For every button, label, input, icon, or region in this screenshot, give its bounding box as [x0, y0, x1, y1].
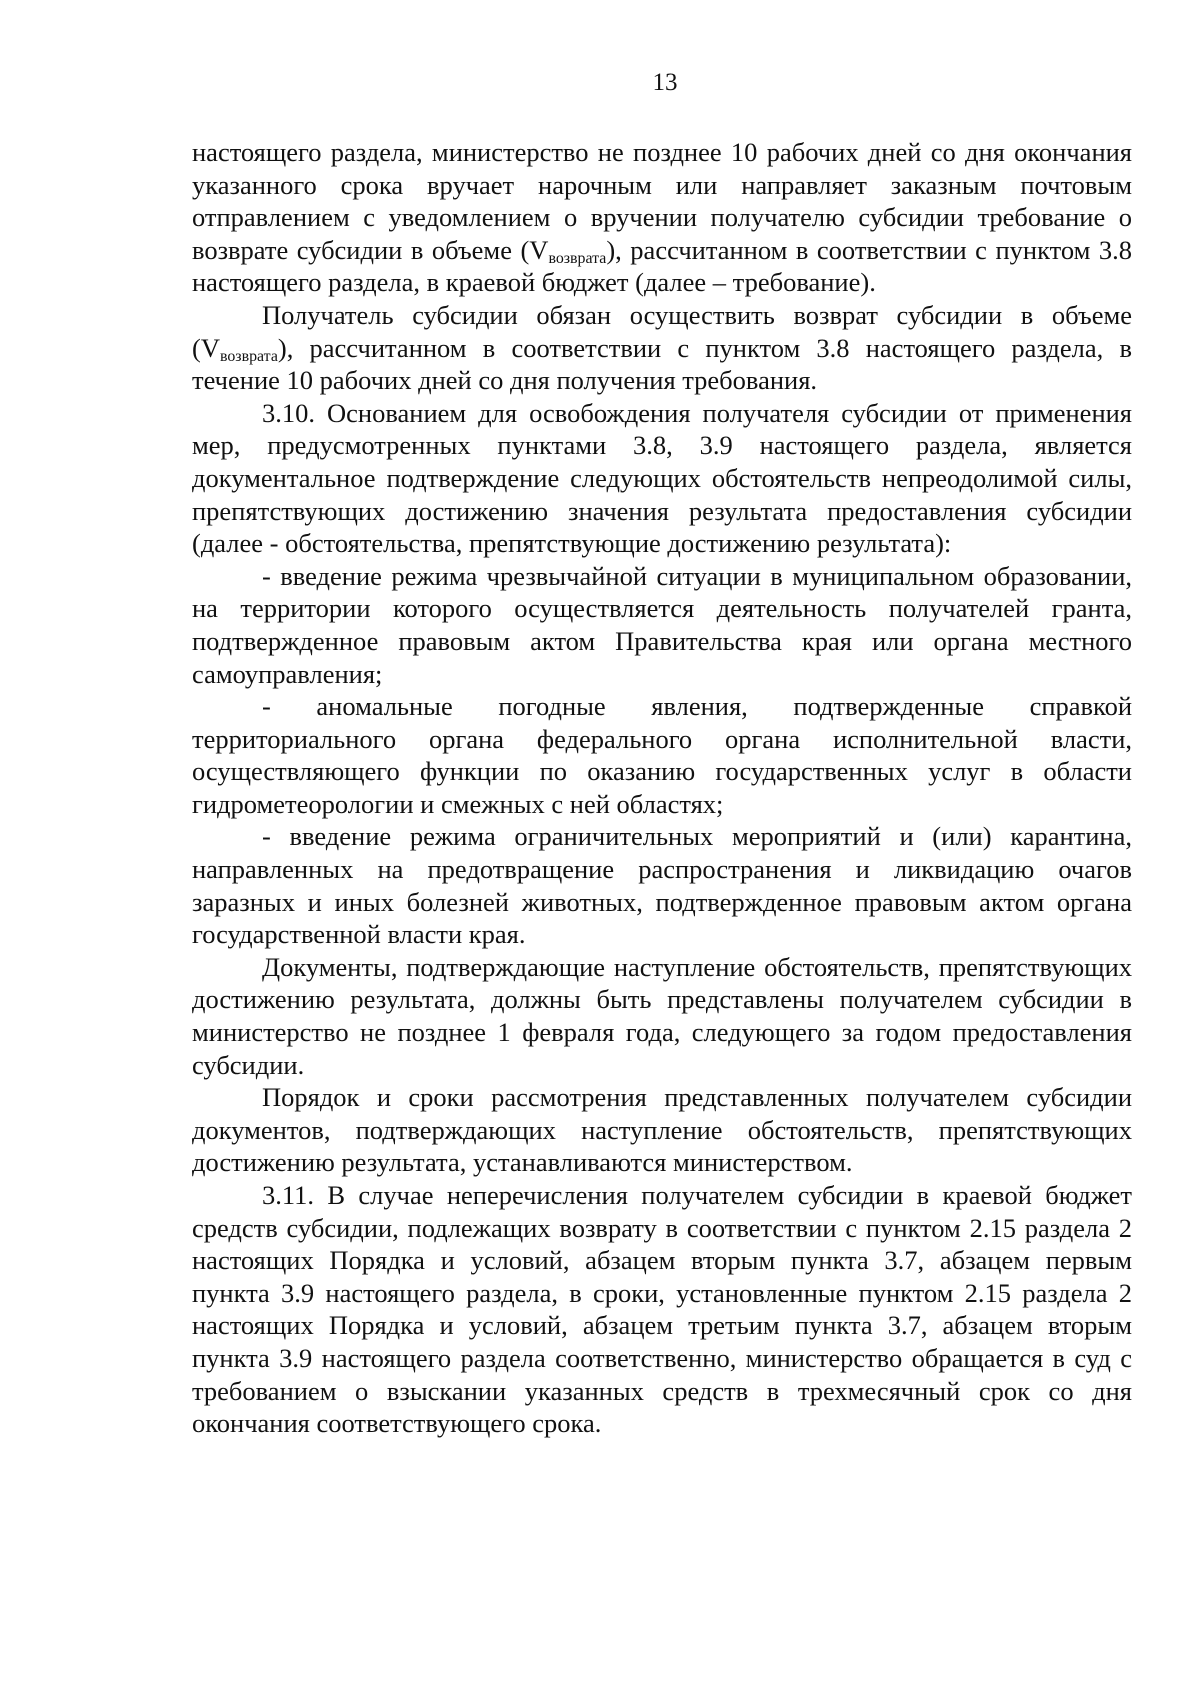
document-body [192, 136, 1132, 1440]
list-item: - аномальные погодные явления, подтвержденные справкой территориального органа федерального органа исполнительной власти, осуществляющего функции по оказанию государственных услуг в области гидрометеорологии и смежных с ней областях; [192, 691, 1132, 819]
paragraph: 3.11. В случае неперечисления получателем субсидии в краевой бюджет средств субсидии, подлежащих возврату в соответствии с пунктом 2.15 раздела 2 настоящих Порядка и условий, абзацем вторым пункта 3.7, абзацем первым пункта 3.9 настоящего раздела, в сроки, установленные пунктом 2.15 раздела 2 настоящих Порядка и условий, абзацем третьим пункта 3.7, абзацем вторым пункта 3.9 настоящего раздела соответственно, министерство обращается в суд с требованием о взыскании указанных средств в трехмесячный срок со дня окончания соответствующего срока. [192, 1180, 1132, 1439]
paragraph-text: ), рассчитанном в соответствии с пунктом 3.8 настоящего раздела, в течение 10 рабочих дней со дня получения требования. [192, 332, 1132, 396]
paragraph-text: Получатель субсидии обязан осуществить возврат субсидии в объеме (V [192, 299, 1132, 363]
paragraph-text: настоящего раздела, министерство не позднее 10 рабочих дней со дня окончания указанного срока вручает нарочным или направляет заказным почтовым отправлением с уведомлением о вручении получателю субсидии требование о возврате субсидии в объеме (V [192, 137, 1132, 265]
subscript-text: возврата [219, 347, 278, 365]
list-item: - введение режима чрезвычайной ситуации в муниципальном образовании, на территории которого осуществляется деятельность получателей гранта, подтвержденное правовым актом Правительства края или органа местного самоуправления; [192, 560, 1132, 689]
paragraph: 3.10. Основанием для освобождения получателя субсидии от применения мер, предусмотренных пунктами 3.8, 3.9 настоящего раздела, является документальное подтверждение следующих обстоятельств непреодолимой силы, препятствующих достижению значения результата предоставления субсидии (далее - обстоятельства, препятствующие достижению результата): [192, 397, 1132, 559]
paragraph: Порядок и сроки рассмотрения представленных получателем субсидии документов, подтверждающих наступление обстоятельств, препятствующих достижению результата, устанавливаются министерством. [192, 1082, 1132, 1178]
paragraph: Документы, подтверждающие наступление обстоятельств, препятствующих достижению результата, должны быть представлены получателем субсидии в министерство не позднее 1 февраля года, следующего за годом предоставления субсидии. [192, 951, 1132, 1080]
subscript-text: возврата [548, 249, 607, 267]
page-number: 13 [652, 69, 678, 96]
list-item: - введение режима ограничительных мероприятий и (или) карантина, направленных на предотвращение распространения и ликвидацию очагов заразных и иных болезней животных, подтвержденное правовым актом органа государственной власти края. [192, 821, 1132, 950]
paragraph [192, 299, 1132, 397]
paragraph [192, 136, 1132, 299]
paragraph-text: ), рассчитанном в соответствии с пунктом 3.8 настоящего раздела, в краевой бюджет (далее – требование). [192, 234, 1132, 298]
